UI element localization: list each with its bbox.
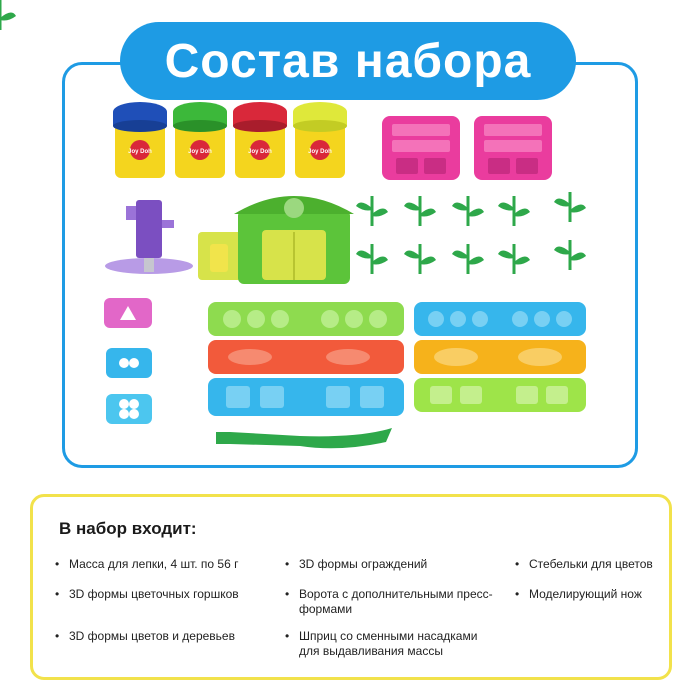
page-title: Состав набора [164, 34, 532, 88]
syringe-tool [105, 200, 193, 274]
flower-stamp-cyan [106, 394, 152, 424]
jar-logo-text: Joy Doh [188, 149, 212, 155]
mold-strip-orange [414, 340, 586, 374]
list-item: • 3D формы цветов и деревьев [55, 629, 249, 644]
list-item: • Моделирующий нож [515, 587, 679, 602]
modeling-knife [216, 428, 392, 448]
jar-logo-text: Joy Doh [248, 149, 272, 155]
mold-strip-blue [208, 378, 404, 416]
list-item: • 3D формы ограждений [285, 557, 499, 572]
mold-strip-red [208, 340, 404, 374]
mold-strip-blue-right [414, 302, 586, 336]
flower-stamp-blue [106, 348, 152, 378]
list-item: • 3D формы цветочных горшков [55, 587, 249, 602]
mold-strip-lime [414, 378, 586, 412]
mold-strip-green [208, 302, 404, 336]
flower-stamp-pink [104, 298, 152, 328]
jar-logo-text: Joy Doh [128, 149, 152, 155]
gate-mold [198, 196, 354, 284]
contents-heading: В набор входит: [59, 519, 197, 538]
list-item: • Масса для лепки, 4 шт. по 56 г [55, 557, 249, 572]
contents-box [30, 494, 672, 680]
list-item: • Стебельки для цветов [515, 557, 679, 572]
jar-logo-text: Joy Doh [308, 149, 332, 155]
pink-fence-mold [474, 116, 552, 180]
pink-fence-mold [382, 116, 460, 180]
list-item: • Ворота с дополнительными пресс-формами [285, 587, 499, 617]
list-item: • Шприц со сменными насадками для выдавливания массы [285, 629, 499, 659]
